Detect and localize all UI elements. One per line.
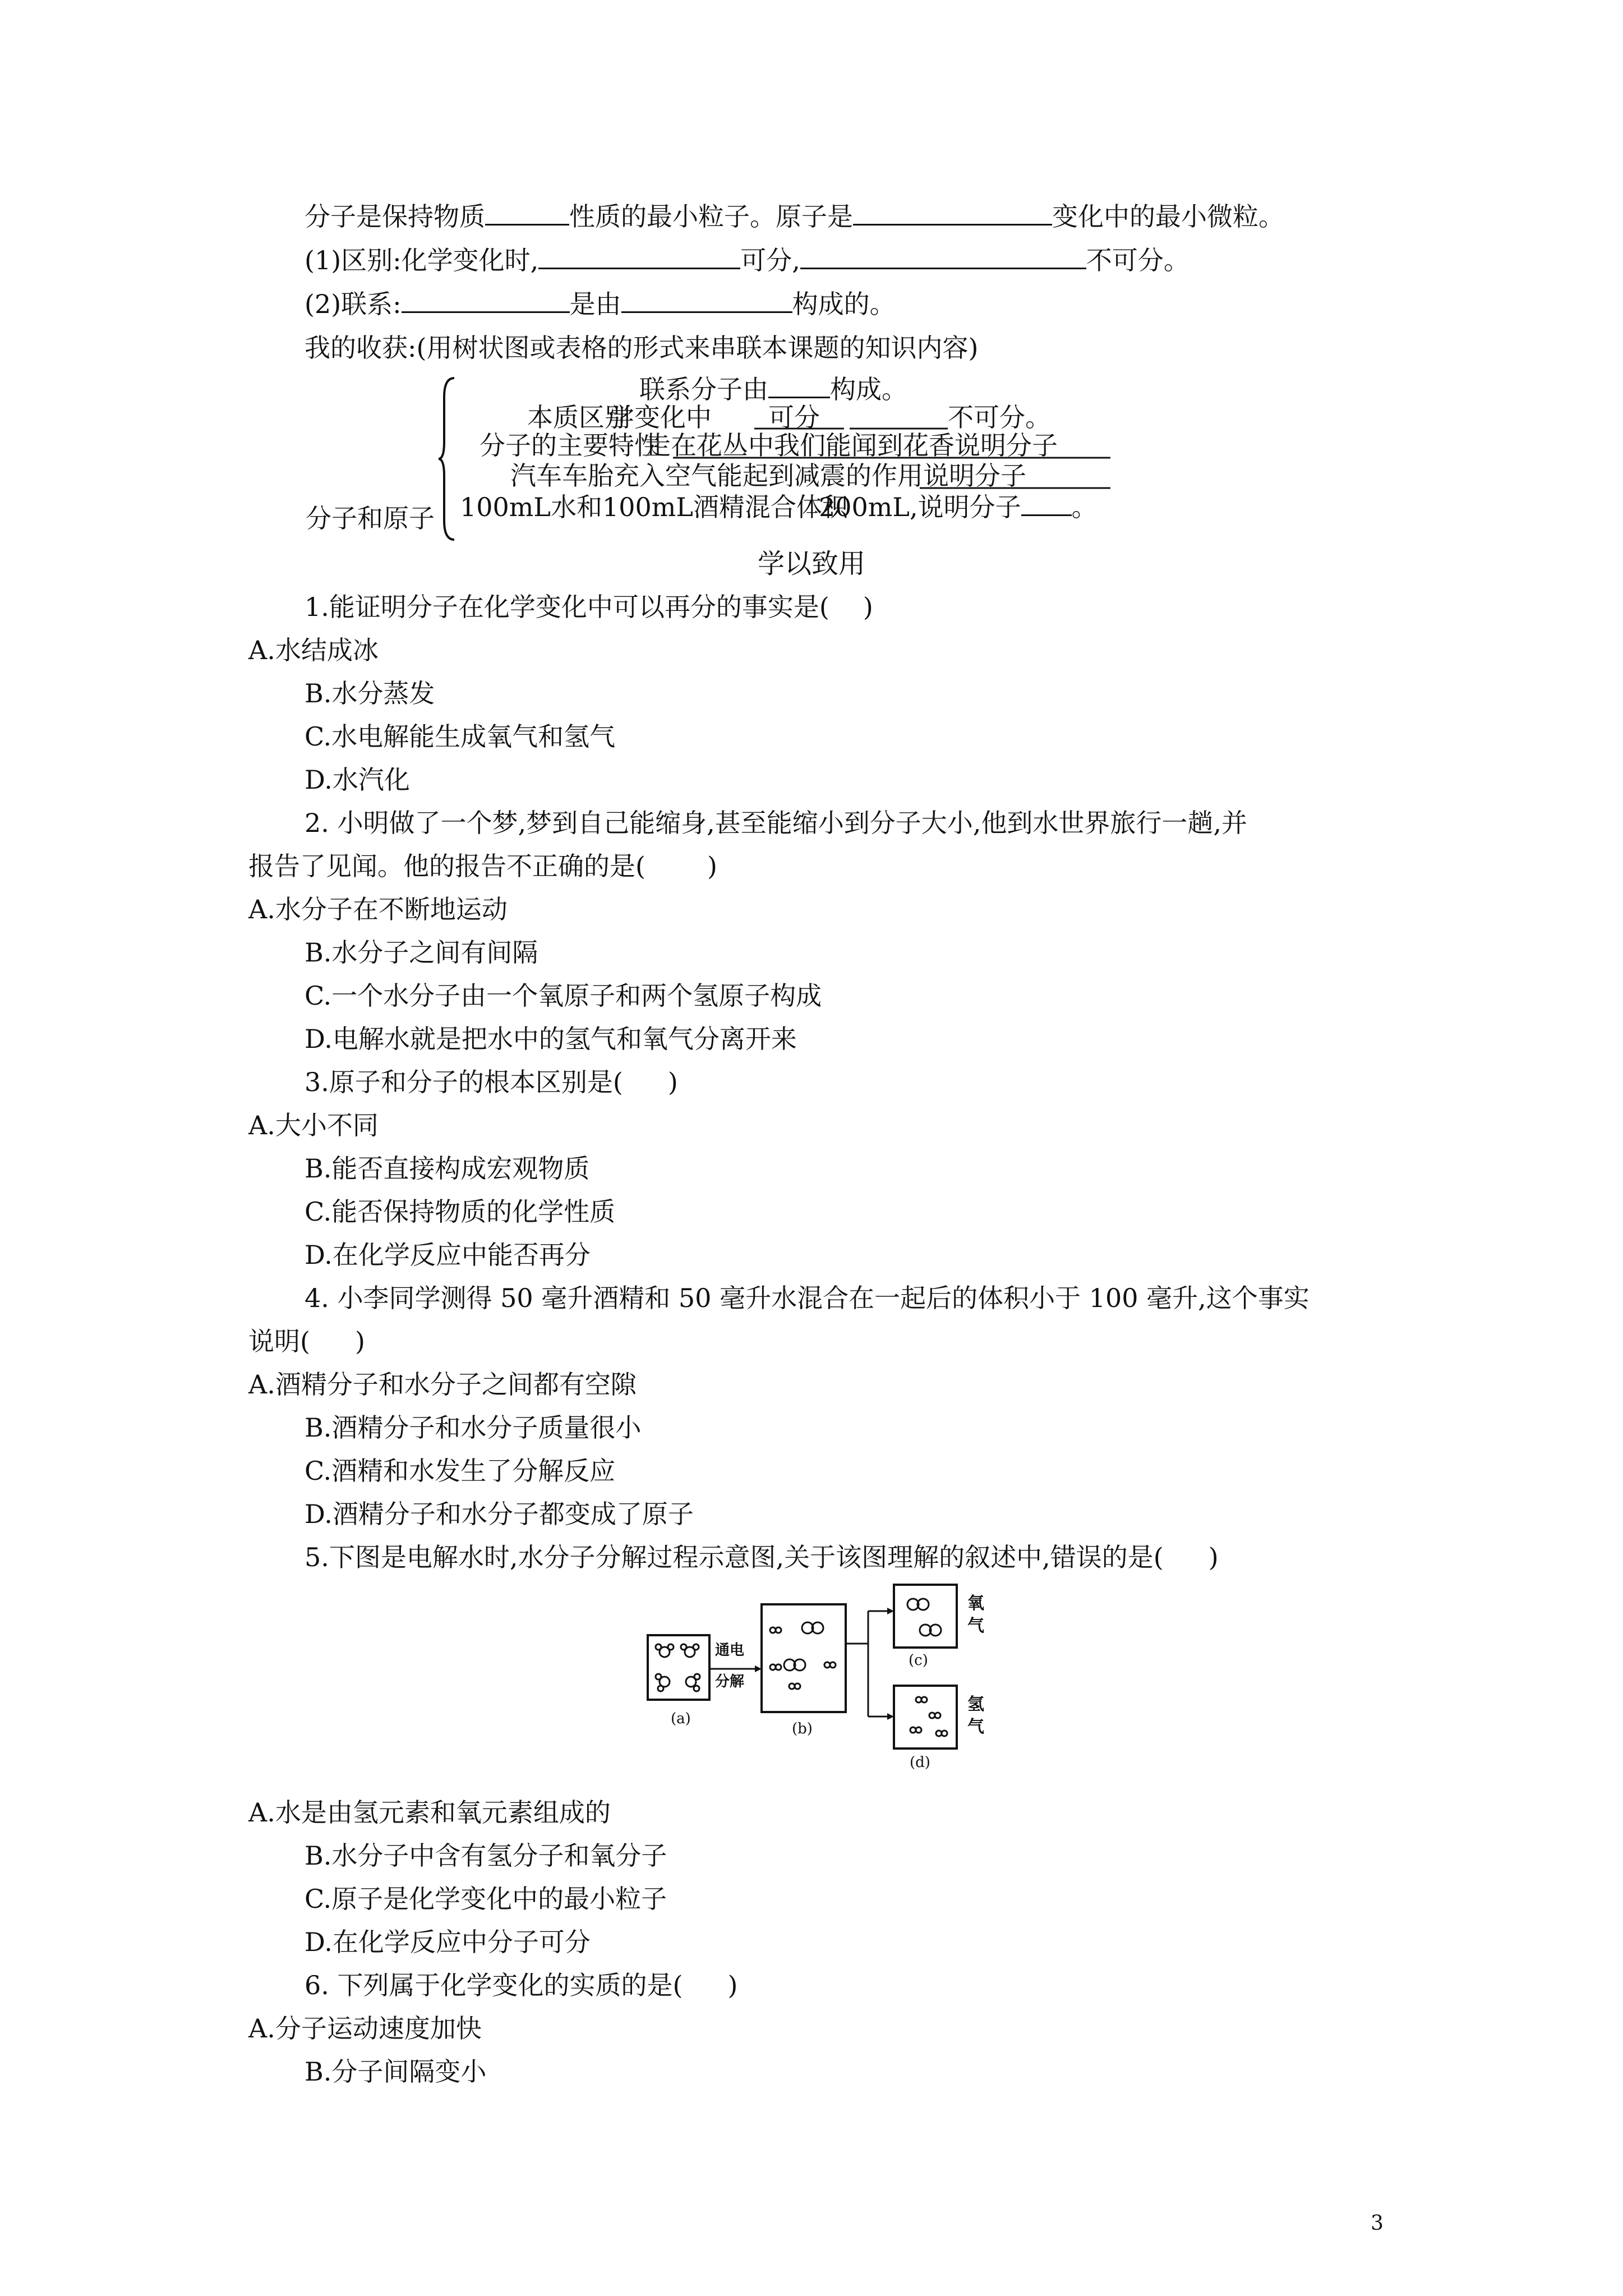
mindmap-row-5: 100mL水和100mL酒精混合体积	[460, 492, 848, 522]
summary-line-1: 分子是保持物质 性质的最小粒子。原子是 变化中的最小微粒。	[305, 201, 1284, 232]
question-4-option-a[interactable]: A.酒精分子和水分子之间都有空隙	[248, 1369, 637, 1400]
question-5-option-a[interactable]: A.水是由氢元素和氧元素组成的	[248, 1797, 611, 1828]
oxygen-label-bottom: 气	[967, 1616, 984, 1636]
summary-line-3: (2)联系: 是由 构成的。	[305, 289, 896, 319]
arrow-a-b	[709, 1642, 762, 1690]
question-5-option-b[interactable]: B.水分子中含有氢分子和氧分子	[305, 1841, 667, 1871]
question-1-option-d[interactable]: D.水汽化	[305, 765, 410, 795]
blank[interactable]	[768, 378, 830, 398]
panel-c-label: (c)	[909, 1652, 928, 1669]
question-6-stem: 6. 下列属于化学变化的实质的是( )	[305, 1970, 738, 2000]
panel-b-label: (b)	[792, 1720, 813, 1737]
blank[interactable]	[800, 245, 1086, 269]
mindmap-row-4-rule	[920, 486, 1110, 491]
question-4-option-b[interactable]: B.酒精分子和水分子质量很小	[305, 1412, 642, 1443]
hydrogen-label-bottom: 气	[967, 1717, 984, 1737]
question-4-option-c[interactable]: C.酒精和水发生了分解反应	[305, 1456, 616, 1486]
mindmap-brace	[437, 375, 460, 543]
electrolysis-diagram	[645, 1582, 1004, 1784]
blank[interactable]	[402, 289, 570, 313]
question-6-option-a[interactable]: A.分子运动速度加快	[248, 2013, 482, 2044]
page-number: 3	[1371, 2212, 1384, 2235]
mindmap-root: 分子和原子	[306, 503, 435, 533]
question-2-stem-line-2: 报告了见闻。他的报告不正确的是( )	[248, 851, 717, 881]
blank[interactable]	[1021, 495, 1072, 516]
question-5-stem: 5.下图是电解水时,水分子分解过程示意图,关于该图理解的叙述中,错误的是( )	[305, 1542, 1219, 1572]
mindmap-row-4: 汽车车胎充入空气能起到减震的作用说明分子	[510, 461, 1026, 491]
question-2-stem-line-1: 2. 小明做了一个梦,梦到自己能缩身,甚至能缩小到分子大小,他到水世界旅行一趟,并	[305, 808, 1247, 838]
question-1-option-b[interactable]: B.水分蒸发	[305, 678, 435, 708]
question-3-stem: 3.原子和分子的根本区别是( )	[305, 1067, 678, 1097]
question-4-stem-line-2: 说明( )	[248, 1326, 365, 1356]
mindmap-row-5-b: 200mL,说明分子 。	[819, 492, 1098, 522]
question-3-option-a[interactable]: A.大小不同	[248, 1110, 379, 1140]
section-title: 学以致用	[757, 548, 865, 579]
question-6-option-b[interactable]: B.分子间隔变小	[305, 2056, 487, 2087]
mindmap-row-2: 本质区别	[527, 402, 630, 432]
panel-c-oxygen	[894, 1585, 984, 1669]
question-3-option-d[interactable]: D.在化学反应中能否再分	[305, 1240, 591, 1270]
summary-line-4: 我的收获:(用树状图或表格的形式来串联本课题的知识内容)	[305, 333, 979, 363]
oxygen-label-top: 氧	[967, 1594, 984, 1613]
mindmap-row-2-b: 学变化中	[608, 402, 712, 432]
question-3-option-b[interactable]: B.能否直接构成宏观物质	[305, 1153, 590, 1184]
question-5-option-d[interactable]: D.在化学反应中分子可分	[305, 1927, 591, 1957]
panel-a-label: (a)	[671, 1710, 691, 1727]
question-4-stem-line-1: 4. 小李同学测得 50 毫升酒精和 50 毫升水混合在一起后的体积小于 100 毫升,这个事实	[305, 1283, 1310, 1313]
question-2-option-c[interactable]: C.一个水分子由一个氧原子和两个氢原子构成	[305, 981, 822, 1011]
mindmap-row-3-b: 走在花丛中我们能闻到花香说明分子	[645, 430, 1058, 461]
question-2-option-b[interactable]: B.水分子之间有间隔	[305, 937, 538, 968]
panel-d-hydrogen	[894, 1686, 984, 1771]
question-5-option-c[interactable]: C.原子是化学变化中的最小粒子	[305, 1884, 667, 1914]
question-1-stem: 1.能证明分子在化学变化中可以再分的事实是( )	[305, 592, 873, 622]
question-1-option-c[interactable]: C.水电解能生成氧气和氢气	[305, 721, 616, 752]
mindmap-row-1: 联系分子由 构成。	[639, 374, 907, 404]
summary-line-2: (1)区别:化学变化时, 可分, 不可分。	[305, 245, 1189, 275]
blank[interactable]	[853, 201, 1052, 226]
question-2-option-d[interactable]: D.电解水就是把水中的氢气和氧气分离开来	[305, 1024, 797, 1054]
blank[interactable]	[538, 245, 740, 269]
mindmap-row-2-d: 不可分。	[948, 402, 1051, 432]
question-4-option-d[interactable]: D.酒精分子和水分子都变成了原子	[305, 1499, 694, 1529]
branch-arrows	[846, 1608, 894, 1720]
arrow-label-bottom: 分解	[715, 1673, 745, 1690]
panel-a	[648, 1635, 709, 1727]
mindmap-row-3: 分子的主要特性	[479, 430, 660, 461]
arrow-label-top: 通电	[715, 1642, 745, 1659]
question-3-option-c[interactable]: C.能否保持物质的化学性质	[305, 1197, 616, 1227]
question-2-option-a[interactable]: A.水分子在不断地运动	[248, 894, 508, 924]
hydrogen-label-top: 氢	[967, 1695, 984, 1714]
blank[interactable]	[485, 201, 569, 226]
blank[interactable]	[621, 289, 792, 313]
mindmap-row-2-c: 可分	[768, 402, 820, 432]
panel-d-label: (d)	[910, 1754, 930, 1771]
question-1-option-a[interactable]: A.水结成冰	[248, 635, 379, 665]
panel-b	[762, 1604, 846, 1737]
